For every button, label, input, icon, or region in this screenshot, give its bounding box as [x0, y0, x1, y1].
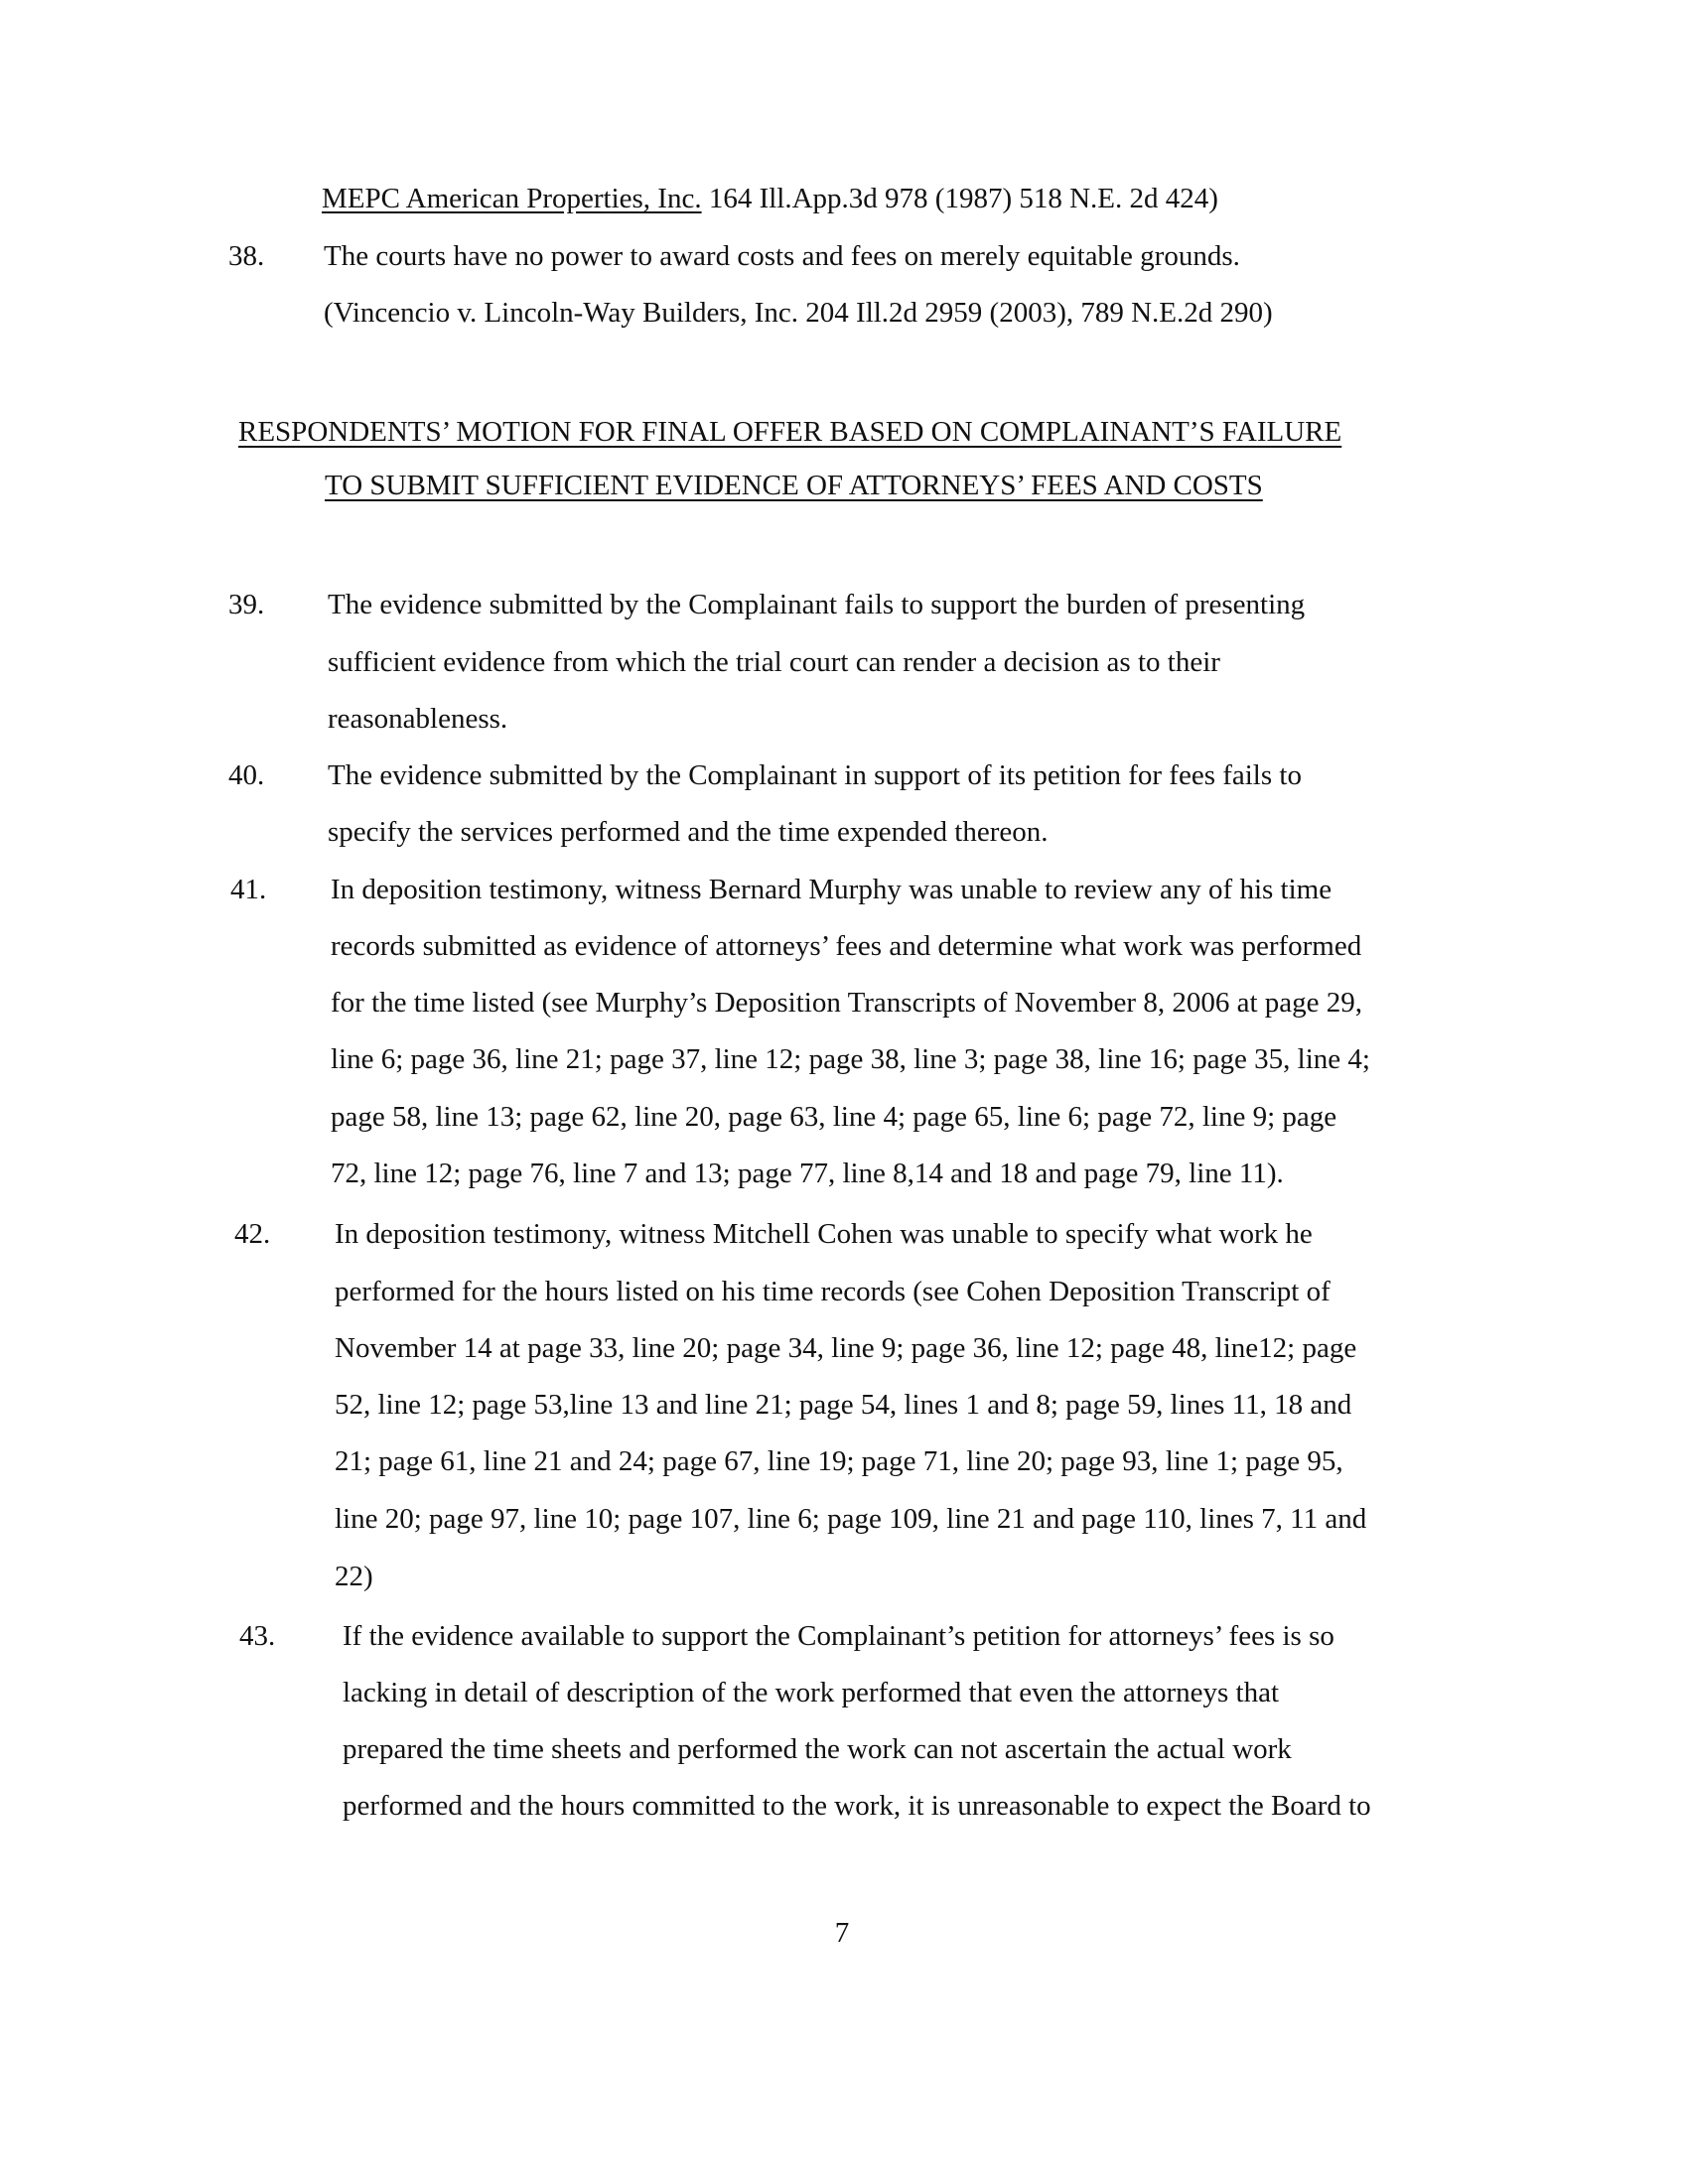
paragraph-42-line-6: line 20; page 97, line 10; page 107, line 6; page 109, line 21 and page 110, lines 7, 11 and — [335, 1503, 1367, 1535]
paragraph-41-line-2: records submitted as evidence of attorneys’ fees and determine what work was performed — [331, 930, 1362, 962]
paragraph-38-line-2: (Vincencio v. Lincoln-Way Builders, Inc. 204 Ill.2d 2959 (2003), 789 N.E.2d 290) — [324, 297, 1273, 329]
paragraph-number-42: 42. — [234, 1218, 271, 1250]
paragraph-41-line-4: line 6; page 36, line 21; page 37, line 12; page 38, line 3; page 38, line 16; page 35, line 4; — [331, 1043, 1370, 1075]
paragraph-42-line-5: 21; page 61, line 21 and 24; page 67, line 19; page 71, line 20; page 93, line 1; page 95, — [335, 1445, 1343, 1477]
section-heading-line-1: RESPONDENTS’ MOTION FOR FINAL OFFER BASED ON COMPLAINANT’S FAILURE — [238, 416, 1342, 448]
paragraph-number-43: 43. — [239, 1620, 276, 1652]
section-heading-line-2: TO SUBMIT SUFFICIENT EVIDENCE OF ATTORNEYS’ FEES AND COSTS — [325, 470, 1263, 501]
paragraph-42-line-1: In deposition testimony, witness Mitchell Cohen was unable to specify what work he — [335, 1218, 1313, 1250]
paragraph-40-line-2: specify the services performed and the time expended thereon. — [328, 816, 1049, 848]
paragraph-43-line-2: lacking in detail of description of the work performed that even the attorneys that — [343, 1677, 1279, 1708]
citation-reference: 164 Ill.App.3d 978 (1987) 518 N.E. 2d 424) — [701, 183, 1218, 214]
paragraph-43-line-1: If the evidence available to support the Complainant’s petition for attorneys’ fees is so — [343, 1620, 1334, 1652]
paragraph-number-39: 39. — [228, 589, 265, 620]
paragraph-40-line-1: The evidence submitted by the Complainant in support of its petition for fees fails to — [328, 759, 1302, 791]
paragraph-number-41: 41. — [230, 874, 267, 905]
paragraph-39-line-1: The evidence submitted by the Complainant fails to support the burden of presenting — [328, 589, 1306, 620]
paragraph-41-line-1: In deposition testimony, witness Bernard Murphy was unable to review any of his time — [331, 874, 1333, 905]
paragraph-42-line-3: November 14 at page 33, line 20; page 34, line 9; page 36, line 12; page 48, line12; page — [335, 1332, 1357, 1364]
paragraph-number-40: 40. — [228, 759, 265, 791]
paragraph-39-line-2: sufficient evidence from which the trial court can render a decision as to their — [328, 646, 1220, 678]
paragraph-42-line-2: performed for the hours listed on his time records (see Cohen Deposition Transcript of — [335, 1276, 1331, 1307]
paragraph-41-line-3: for the time listed (see Murphy’s Deposition Transcripts of November 8, 2006 at page 29, — [331, 987, 1363, 1019]
paragraph-43-line-3: prepared the time sheets and performed the work can not ascertain the actual work — [343, 1733, 1292, 1765]
paragraph-41-line-5: page 58, line 13; page 62, line 20, page 63, line 4; page 65, line 6; page 72, line 9; page — [331, 1101, 1337, 1133]
citation-case-name: MEPC American Properties, Inc. — [322, 183, 702, 214]
paragraph-42-line-7: 22) — [335, 1561, 373, 1592]
paragraph-number-38: 38. — [228, 240, 265, 272]
paragraph-38-line-1: The courts have no power to award costs and fees on merely equitable grounds. — [324, 240, 1240, 272]
paragraph-42-line-4: 52, line 12; page 53,line 13 and line 21; page 54, lines 1 and 8; page 59, lines 11, 18 and — [335, 1389, 1352, 1421]
paragraph-39-line-3: reasonableness. — [328, 703, 508, 735]
page-number: 7 — [834, 1917, 850, 1949]
carryover-citation — [322, 182, 1218, 215]
paragraph-41-line-6: 72, line 12; page 76, line 7 and 13; page 77, line 8,14 and 18 and page 79, line 11). — [331, 1158, 1284, 1189]
paragraph-43-line-4: performed and the hours committed to the work, it is unreasonable to expect the Board to — [343, 1790, 1371, 1822]
